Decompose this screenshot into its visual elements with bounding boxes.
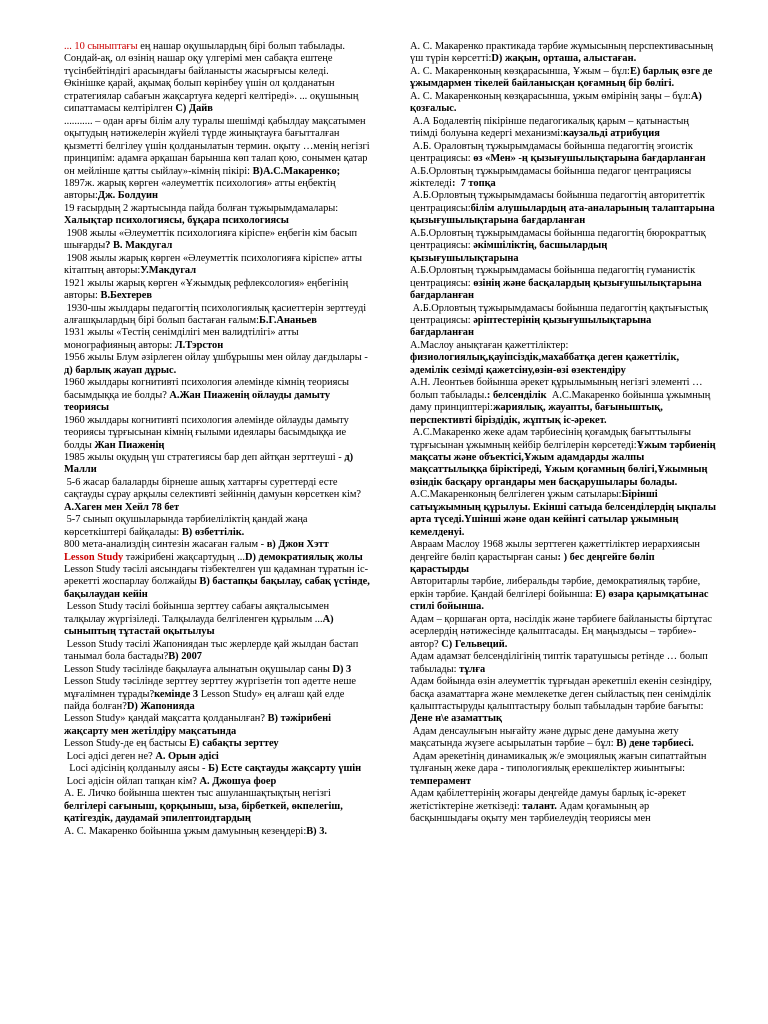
qa-entry	[410, 66, 716, 91]
answer-text: Е) өзара қарымқатынас стилі бойынша.	[410, 588, 712, 613]
question-text: А.А Бодалевтің пікірінше педагогикалық қарым – қатынастың тиімді болуына кедергі механизмі:	[410, 115, 692, 140]
answer-text: Бірінші сатыұжымның құрылуы. Екінші сатыда белсенділердің ықпалы арта түседі.Үшінші және одан кейінгі сатылар ұжымның кемелденуі.	[410, 489, 719, 538]
question-text: 1897ж. жарық көрген «әлеуметтік психология» атты еңбектің авторы:	[64, 177, 339, 202]
qa-entry	[64, 826, 370, 838]
qa-entry	[64, 664, 370, 676]
qa-entry	[410, 141, 716, 166]
qa-entry	[410, 91, 716, 116]
left-column	[64, 41, 373, 838]
answer-text: У.Макдугал	[140, 265, 197, 277]
qa-entry	[64, 477, 370, 514]
answer-text: в) Джон Хэтт	[266, 539, 329, 551]
question-text: 1985 жылы оқудың үш стратегиясы бар деп айтқан зерттеуші -	[64, 451, 345, 463]
question-text: тәжірибені жақсартудың ...	[123, 551, 245, 563]
question-text: Lesson Study тәсілінде зерттеу зерттеу жүргізетін топ әдетте неше мұғалімнен тұрады?	[64, 676, 359, 700]
qa-entry	[410, 651, 716, 676]
answer-text: А) сыныптың тұтастай оқытылуы	[64, 613, 337, 638]
qa-entry	[410, 676, 716, 726]
question-text: 1960 жылдары когнитивті психология әлемінде ойлауды дамыту теориясы тұрғысынан кімнің ғылыми идеялары басымдыққа ие болды	[64, 414, 352, 451]
qa-entry	[64, 514, 370, 539]
question-text: А.Б.Орловтың тұжырымдамасы бойынша педагогтің бюрократтық центрациясы:	[410, 227, 709, 252]
question-text: А.С.Макаренко жеке адам тәрбиесінің қоғамдық бағыттылығы тұрғысынан ұжымның кейбір белгілерін көрсетеді:	[410, 427, 694, 451]
question-text: А.Маслоу анықтаған қажеттіліктер:	[410, 339, 571, 351]
question-text: А.Б.Орловтың тұжырымдамасы бойынша педагогтің қақтығыстық центрациясы:	[410, 302, 711, 326]
qa-entry	[64, 377, 370, 414]
answer-text: D) 3	[332, 663, 352, 675]
answer-text: В) өзбеттілік.	[181, 526, 245, 538]
question-text: ... 10 сыныптағы	[64, 41, 138, 52]
question-text: 5-6 жасар балаларды бірнеше ашық хаттарғы суреттерді есте сақтауды сұрау арқылы селективті зейіннің дамуын көрсеткен кім?	[64, 476, 364, 501]
qa-entry	[410, 539, 716, 576]
question-text: 800 мета-анализдің синтезін жасаған ғалым -	[64, 539, 267, 551]
answer-text: С) Дайв	[175, 103, 213, 115]
question-text: А. С. Макаренконың көзқарасынша, Ұжым – бұл:	[410, 65, 630, 77]
qa-entry	[64, 639, 370, 664]
qa-entry	[64, 303, 370, 328]
question-text: А.Б.Орловтың тұжырымдамасы бойынша педагогтің авторитеттік центрациясы:	[410, 190, 708, 214]
question-text: Lesson Study-де ең бастысы	[64, 738, 190, 750]
answer-text: С) Гельвеций.	[441, 638, 508, 650]
qa-entry	[64, 788, 370, 825]
question-text: 1921 жылы жарық көрген «Ұжымдық рефлексология» еңбегінің авторы:	[64, 277, 351, 302]
answer-text: А. Орын әдісі	[155, 750, 219, 762]
answer-text: әкімшіліктің, басшылардың қызығушылықтарына	[410, 240, 610, 264]
qa-entry	[64, 763, 370, 775]
question-text: 1960 жылдары когнитивті психология әлемінде кімнің теориясы басымдыққа ие болды?	[64, 377, 352, 401]
answer-text: темперамент	[410, 775, 472, 787]
answer-text: Е) сабақты зерттеу	[189, 738, 279, 750]
answer-text: талант.	[522, 800, 557, 812]
answer-text: В.Бехтерев	[100, 290, 152, 302]
question-text: Адам – қоршаған орта, нәсілдік және тәрбиеге байланысты біртұтас әсерлердің нәтижесінде қалыптасады. Ең маңыздысы – тәрбие»- автор?	[410, 613, 715, 650]
answer-text: жариялық, жауапты, бағыныштық, перспективті біріздідік, жұптық іс-әрекет.	[410, 402, 666, 426]
question-text: Lesson Study тәсілі бойынша зерттеу сабағы аяқталысымен талқылау жүргізіледі. Талқылауда белгіленген құрылым ...	[64, 601, 332, 625]
question-text: 1931 жылы «Тестің сенімділігі мен валидтілігі» атты монографияның авторы:	[64, 327, 302, 351]
question-text: Авраам Маслоу 1968 жылы зерттеген қажеттіліктер иерархиясын деңгейге бөліп қарастырған саны	[410, 539, 703, 563]
qa-entry	[64, 253, 370, 278]
answer-text: А.Жан Пиаженің ойлауды дамыту теориясы	[64, 389, 333, 414]
question-text: Loci әдісін ойлап тапқан кім?	[64, 775, 200, 787]
answer-text: өз «Мен» -ң қызығушылықтарына бағдарланған	[473, 153, 706, 165]
qa-entry	[410, 726, 716, 751]
question-text: А.Н. Леонтьев бойынша әрекет құрылымының негізгі элементі … болып табылады.	[410, 377, 706, 401]
answer-text: тұлға	[459, 663, 486, 675]
question-text: 1908 жылы жарық көрген «Әлеуметтік психологияға кіріспе» атты кітаптың авторы:	[64, 252, 365, 277]
answer-text: Ұжым тәрбиенің мақсаты және объектісі,Ұжым адамдарды жалпы мақсаттылыққа біріктіреді, Ұжым қоғамның бөлігі,Ұжымның өзіндік басқару органдары мен басқарушылары болады.	[410, 439, 719, 488]
question-text: Lesson Study» ең алғаш қай елде пайда болған?	[64, 688, 348, 713]
qa-entry	[64, 713, 370, 738]
answer-text: Жан Пиаженің	[94, 439, 165, 451]
question-text: Адам бойында өзін әлеуметтік тұрғыдан әрекетшіл екенін сезіндіру, басқа азаматтарға және мемлекетке деген сыйластық пен сенімділік қалыптастыруды қалыптастыру болып табыладын тәрбие бағыты:	[410, 676, 715, 713]
question-text: Авторитарлы тәрбие, либеральды тәрбие, демократиялық тәрбие, еркін тәрбие. Қандай белгілері бойынша:	[410, 576, 703, 600]
qa-entry	[64, 452, 370, 477]
question-text: А.С.Макаренконың белгілеген ұжым сатылары:	[410, 489, 622, 501]
question-text: 1930-шы жылдары педагогтің психологиялық қасиеттерін зерттеуді алғашқылардың бірі болып бастаған ғалым:	[64, 302, 369, 326]
question-text: Lesson Study тәсілі Жапониядан тыс жерлерде қай жылдан бастап танымал бола бастады?	[64, 638, 361, 663]
qa-entry	[410, 576, 716, 613]
answer-text: В) 3.	[306, 825, 327, 837]
answer-text: физиологиялық,қауіпсіздік,махаббатқа деген қажеттілік, әдемілік сезімді қажетсіну,өзін-өзі өзектендіру	[410, 352, 682, 376]
answer-text: Б) Есте сақтауды жақсарту үшін	[208, 763, 362, 775]
qa-entry	[64, 352, 370, 377]
qa-entry	[410, 377, 716, 427]
question-text: А.С.Макаренко бойынша ұжымның даму принциптері:	[410, 389, 713, 414]
question-text: 1956 жылы Блум әзірлеген ойлау ұшбұрышы мен ойлау дағдылары -	[64, 352, 371, 364]
answer-text: В) дене тәрбиесі.	[616, 738, 694, 750]
answer-text: Л.Тэрстон	[174, 339, 224, 351]
question-text: А.Б.Орловтың тұжырымдамасы бойынша педагог центрациясы жіктеледі	[410, 165, 694, 189]
question-text: Lesson Study» қандай мақсатта қолданылған?	[64, 713, 268, 725]
question-text: А.Б.Орловтың тұжырымдамасы бойынша педагогтің гуманистік центрациясы:	[410, 265, 698, 289]
answer-text: Б.Г.Ананьев	[259, 314, 317, 326]
question-text: А. С. Макаренко бойынша ұжым дамуының кезеңдері:	[64, 825, 307, 837]
answer-text: Дж. Болдуин	[97, 190, 158, 202]
question-text: Lesson Study тәсілінде бақылауға алынатын оқушылар саны	[64, 663, 333, 675]
answer-text: А) қозғалыс.	[410, 90, 705, 115]
question-text: А.Б. Ораловтың тұжырымдамасы бойынша педагогтің эгоистік центрациясы:	[410, 140, 696, 165]
qa-entry	[64, 601, 370, 638]
answer-text: белгілері сағыныш, қорқыныш, ыза, бірбеткей, өкпелегіш, қатігездік, даудамай эпилептоидтардың	[64, 800, 346, 825]
answer-text: Халықтар психологиясы, бұқара психологиясы	[64, 215, 289, 227]
answer-text: В) бастапқы бақылау, сабақ үстінде, бақылаудан кейін	[64, 576, 373, 600]
answer-text: А. Джошуа фоер	[199, 775, 277, 787]
qa-entry	[64, 178, 370, 203]
question-text: А. Е. Личко бойынша шектен тыс ашуланшақтықтың негізгі	[64, 788, 334, 800]
question-text: ең нашар оқушылардың бірі болып табылады. Сондай-ақ, ол өзінің нашар оқу үлгерімі мен сабақта ештеңе түсінбейтіндігі арасындағы байланысты жасырғысы келеді. Өкінішке қарай, ақымақ болып көрінбеу үшін ол қолданатын стратегиялар сабағын жақсартуға кедергі келтіреді». ... оқушының сипаттамасы келтірілген	[64, 41, 362, 115]
qa-entry	[410, 489, 719, 539]
answer-text: : 7 топқа	[451, 177, 496, 189]
qa-entry	[410, 614, 716, 651]
qa-entry	[410, 788, 716, 825]
question-text: Адам денсаулығын нығайту және дұрыс дене дамуына жету мақсатында жүзеге асырылатын тәрбие – бұл:	[410, 725, 682, 750]
qa-entry	[64, 564, 373, 601]
qa-entry	[410, 228, 716, 265]
answer-text: кемінде 3	[154, 688, 199, 700]
question-text: 1908 жылы «Әлеуметтік психологияға кіріспе» еңбегін кім басып шығарды	[64, 227, 360, 252]
answer-text: : белсенділік	[486, 389, 547, 401]
answer-text: D) жақын, орташа, алыстаған.	[491, 53, 637, 65]
answer-text: ? В. Макдугал	[105, 240, 173, 252]
question-text: 19 ғасырдың 2 жартысында пайда болған тұжырымдамалары:	[64, 202, 341, 214]
qa-entry	[64, 203, 370, 228]
qa-entry	[410, 41, 716, 66]
qa-entry	[410, 166, 716, 191]
question-text: Loci әдісінің қолданылу аясы -	[64, 763, 209, 775]
answer-text: д) барлық жауап дұрыс.	[64, 364, 177, 376]
qa-entry	[64, 415, 370, 452]
answer-text: А.Хаген мен Хейл 78 бет	[64, 501, 180, 513]
answer-text: өзінің және басқалардың қызығушылықтарына бағдарланған	[410, 277, 705, 302]
qa-entry	[64, 228, 370, 253]
answer-text: : ) бес деңгейге бөліп қарастырды	[410, 551, 658, 576]
qa-entry	[64, 115, 373, 178]
qa-entry	[410, 116, 716, 141]
qa-entry	[64, 751, 370, 763]
qa-entry	[64, 41, 370, 116]
question-text: Lesson Study тәсілі аясындағы тізбектелген үш қадамнан тұратын іс-әрекетті жоспарлау болжайды	[64, 564, 369, 588]
question-text: Адам әрекетінің динамикалық ж/е эмоциялық жағын сипаттайтын тұлғаның жеке дара - типологиялық ерекшеліктер жиынтығы:	[410, 750, 710, 775]
qa-entry	[64, 738, 370, 750]
answer-text: D) демократиялық жолы	[245, 551, 363, 563]
answer-text: В) 2007	[168, 651, 203, 663]
answer-text: В)А.С.Макаренко;	[252, 165, 341, 177]
qa-entry	[410, 303, 716, 340]
qa-entry	[64, 278, 370, 303]
answer-text: Е) барлық өзге де ұжымдармен тікелей байланысқан қоғамның бір бөлігі.	[410, 65, 716, 90]
qa-entry	[64, 676, 370, 713]
qa-entry	[410, 190, 716, 227]
right-column	[410, 41, 719, 826]
answer-text: білім алушылардың ата-аналарының талаптарына қызығушылықтарына бағдарланған	[410, 202, 718, 227]
question-text: Адам адамзат белсенділігінің типтік таратушысы ретінде … болып табылады:	[410, 651, 711, 675]
answer-text: Дене н\е азаматтық	[410, 713, 502, 725]
qa-entry	[410, 427, 719, 489]
qa-entry	[64, 539, 370, 551]
answer-text: каузальді атрибуция	[563, 128, 660, 140]
answer-text: әріптестерінің қызығушылықтарына бағдарланған	[410, 314, 654, 339]
qa-entry	[410, 340, 716, 377]
question-text: Адам қабілеттерінің жоғары деңгейде дамуы барлық іс-әрекет жетістіктеріне жеткізеді:	[410, 788, 689, 812]
qa-entry	[64, 776, 370, 788]
question-text: А. С. Макаренконың көзқарасынша, ұжым өмірінің заңы – бұл:	[410, 90, 691, 102]
answer-text: Lesson Study	[64, 551, 124, 563]
question-text: Адам қоғамының әр басқыншыдағы оқыту мен тәрбиелеудің теориясы мен	[410, 800, 652, 825]
answer-text: д) Малли	[64, 451, 356, 476]
question-text: Loci әдісі деген не?	[64, 750, 156, 762]
question-text: 5-7 сынып оқушыларында тәрбиеліліктің қандай жаңа көрсеткіштері байқалады:	[64, 514, 311, 538]
qa-entry	[410, 265, 716, 302]
answer-text: В) тәжірибені жақсарту мен жетілдіру мақсатында	[64, 713, 334, 737]
answer-text: D) Жапонияда	[126, 701, 195, 713]
qa-entry	[64, 327, 370, 352]
qa-entry	[64, 552, 370, 564]
question-text: А. С. Макаренко практикада тәрбие жұмысының перспективасының үш түрін көрсетті:	[410, 41, 716, 65]
question-text: ........... – одан арғы білім алу туралы шешімді қабылдау мақсатымен оқытудың нәтижелерін жүйелі түрде жинықтауға бағытталған қызметті белгілеу үшін қолданылатын термин. оқыту …менің негізгі принципім: адамға әрқашан барынша көп талап қою, сонымен қатар он мейлінше қатты сыйлау»-кімнің пікірі:	[64, 115, 373, 177]
qa-entry	[410, 751, 716, 788]
